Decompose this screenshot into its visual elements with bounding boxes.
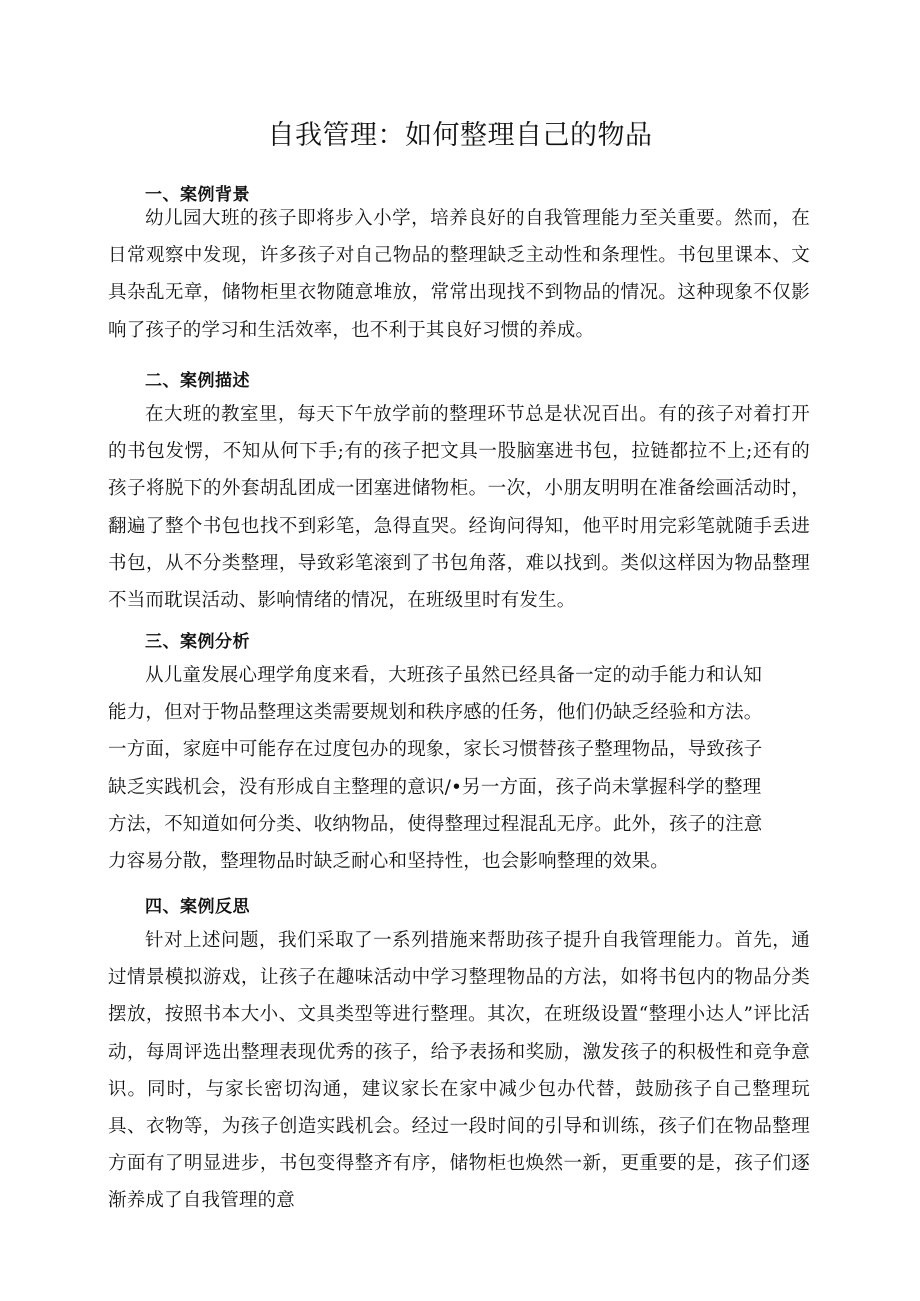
section-heading-background: 一、案例背景 [145, 185, 250, 205]
section-heading-reflection: 四、案例反思 [145, 897, 250, 917]
section-body-reflection: 针对上述问题，我们采取了一系列措施来帮助孩子提升自我管理能力。首先，通过情景模拟游戏，让孩子在趣味活动中学习整理物品的方法，如将书包内的物品分类摆放，按照书本大小、文具类型等进行整理。其次，在班级设置“整理小达人”评比活动，每周评选出整理表现优秀的孩子，给予表扬和奖励，激发孩子的积极性和竞争意识。同时，与家长密切沟通，建议家长在家中减少包办代替，鼓励孩子自己整理玩具、衣物等，为孩子创造实践机会。经过一段时间的引导和训练，孩子们在物品整理方面有了明显进步，书包变得整齐有序，储物柜也焕然一新，更重要的是，孩子们逐渐养成了自我管理的意 [108, 930, 810, 1212]
section-body-description: 在大班的教室里，每天下午放学前的整理环节总是状况百出。有的孩子对着打开的书包发愣，不知从何下手;有的孩子把文具一股脑塞进书包，拉链都拉不上;还有的孩子将脱下的外套胡乱团成一团塞进储物柜。一次，小朋友明明在准备绘画活动时，翻遍了整个书包也找不到彩笔，急得直哭。经询问得知，他平时用完彩笔就随手丢进书包，从不分类整理，导致彩笔滚到了书包角落，难以找到。类似这样因为物品整理不当而耽误活动、影响情绪的情况，在班级里时有发生。 [108, 404, 810, 612]
section-heading-description: 二、案例描述 [145, 371, 250, 391]
section-body-background: 幼儿园大班的孩子即将步入小学，培养良好的自我管理能力至关重要。然而，在日常观察中发现，许多孩子对自己物品的整理缺乏主动性和条理性。书包里课本、文具杂乱无章，储物柜里衣物随意堆放，常常出现找不到物品的情况。这种现象不仅影响了孩子的学习和生活效率，也不利于其良好习惯的养成。 [108, 208, 810, 341]
section-heading-analysis: 三、案例分析 [145, 632, 250, 652]
section-body-analysis: 从儿童发展心理学角度来看，大班孩子虽然已经具备一定的动手能力和认知能力，但对于物品整理这类需要规划和秩序感的任务，他们仍缺乏经验和方法。一方面，家庭中可能存在过度包办的现象，家长习惯替孩子整理物品，导致孩子缺乏实践机会，没有形成自主整理的意识/•另一方面，孩子尚未掌握科学的整理方法，不知道如何分类、收纳物品，使得整理过程混乱无序。此外，孩子的注意力容易分散，整理物品时缺乏耐心和坚持性，也会影响整理的效果。 [108, 665, 763, 873]
page-title: 自我管理：如何整理自己的物品 [267, 120, 653, 151]
